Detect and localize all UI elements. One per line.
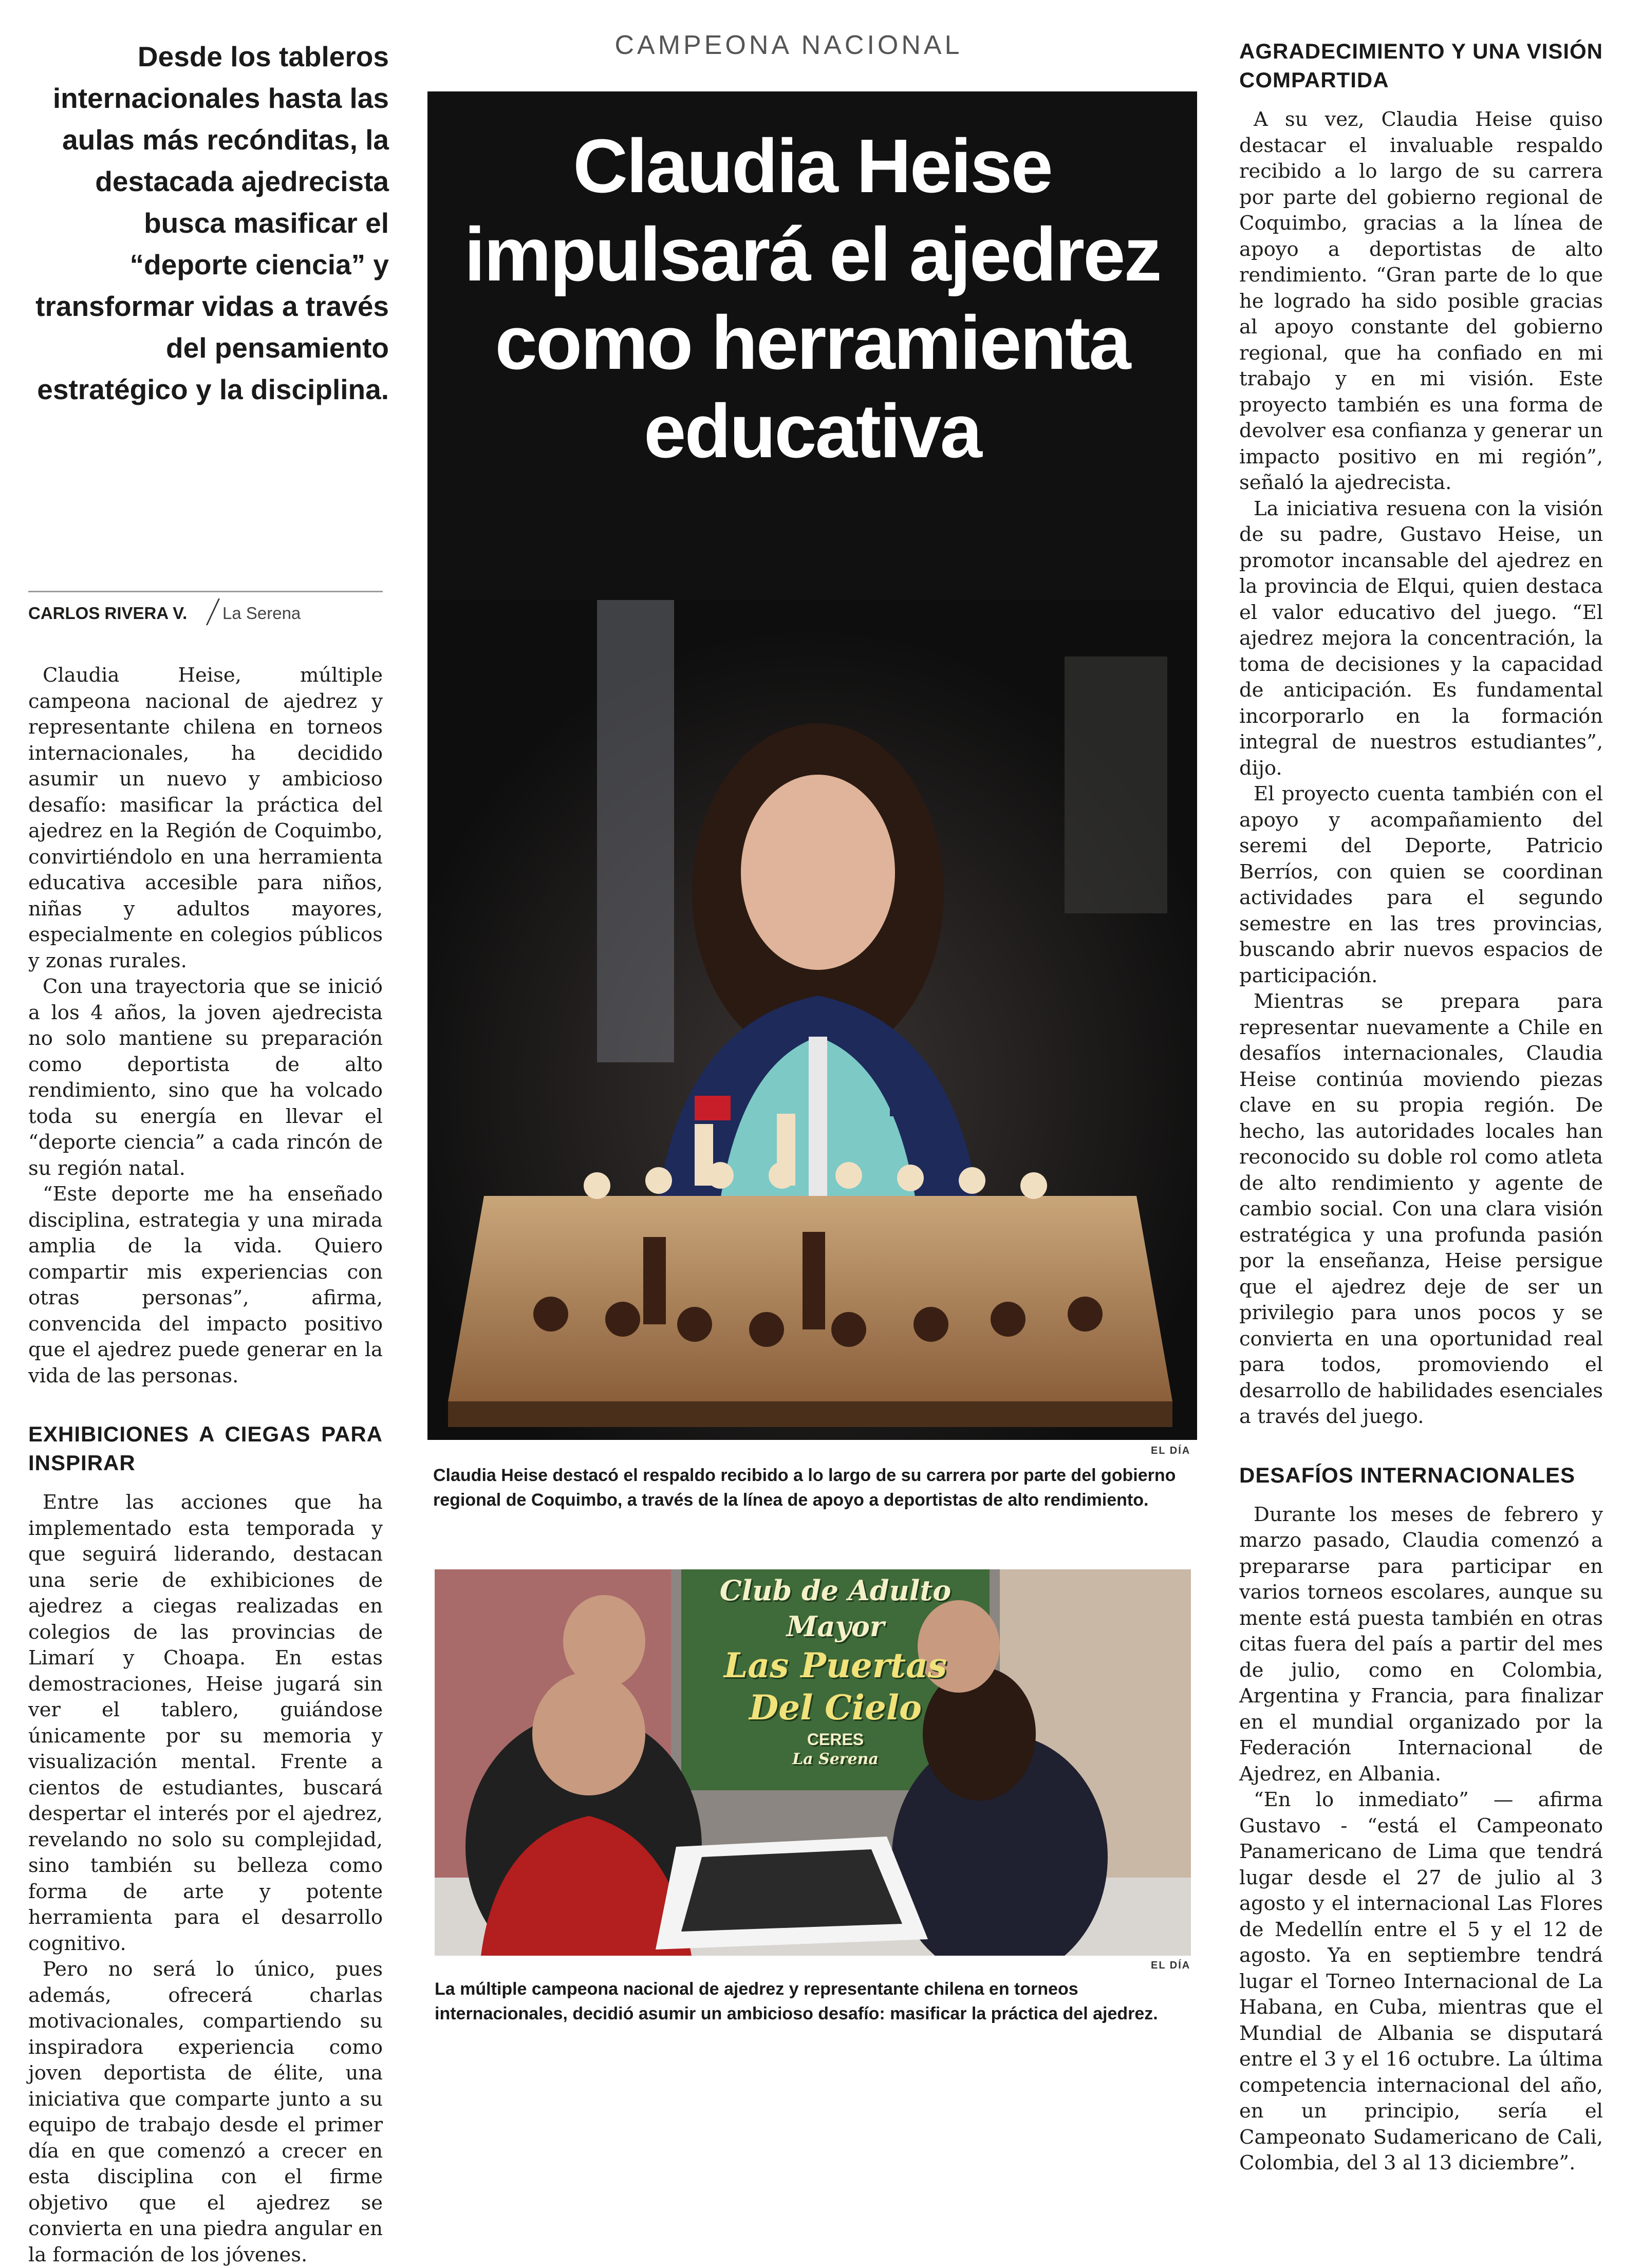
photo-caption: Claudia Heise destacó el respaldo recibido a lo largo de su carrera por parte del gobierno regional de Coquimbo, a través de la línea de apoyo a deportistas de alto rendimiento. bbox=[433, 1466, 1176, 1510]
club-banner bbox=[683, 1572, 987, 1769]
banner-line: Mayor bbox=[786, 1610, 885, 1643]
byline-location: La Serena bbox=[222, 604, 301, 623]
main-photo bbox=[427, 91, 1197, 1440]
section-label: CAMPEONA NACIONAL bbox=[614, 30, 963, 60]
subheading: EXHIBICIONES A CIEGAS PARA INSPIRAR bbox=[28, 1422, 383, 1475]
paragraph: La iniciativa resuena con la visión de su padre, Gustavo Heise, un promotor incansable del ajedrez en la provincia de Elqui, quien destaca el valor educativo del juego. “El ajedrez mejora la concentración, la toma de decisiones y la capacidad de anticipación. Es fundamental incorporarlo en la formación integral de nuestros estudiantes”, dijo. bbox=[1239, 497, 1603, 780]
banner-line: CERES bbox=[807, 1730, 864, 1749]
paragraph: A su vez, Claudia Heise quiso destacar el invaluable respaldo recibido a lo largo de su carrera por parte del gobierno regional de Coquimbo, gracias a la línea de apoyo a deportistas de alto rendimiento. “Gran parte de lo que he logrado ha sido posible gracias al apoyo constante del gobierno regional, que ha confiado en mi trabajo y en mi visión. Este proyecto también es una forma de devolver esa confianza y generar un impacto positivo en mi región”, señaló la ajedrecista. bbox=[1239, 108, 1603, 494]
paragraph: Con una trayectoria que se inició a los 4 años, la joven ajedrecista no solo mantiene su preparación como deportista de alto rendimiento, sino que ha volcado toda su energía en llevar el “deporte ciencia” a cada rincón de su región natal. bbox=[28, 975, 383, 1180]
byline bbox=[28, 591, 383, 629]
banner-line: La Serena bbox=[792, 1750, 879, 1768]
paragraph: “En lo inmediato” — afirma Gustavo - “está el Campeonato Panamericano de Lima que tendrá lugar desde el 27 de julio al 3 agosto y el internacional Las Flores de Medellín entre el 5 y el 12 de agosto. Ya en septiembre tendrá lugar el Torneo Internacional de La Habana, en Cuba, mientras que el Mundial de Albania se disputará entre el 3 y el 16 octubre. La última competencia internacional del año, en un principio, sería el Campeonato Sudamericano de Cali, Colombia, del 3 al 13 diciembre”. bbox=[1239, 1788, 1603, 2175]
banner-line: Del Cielo bbox=[749, 1688, 922, 1728]
paragraph: Entre las acciones que ha implementado esta temporada y que seguirá liderando, destacan una serie de exhibiciones de ajedrez a ciegas realizadas en colegios de las provincias de Limarí y Choapa. En estas demostraciones, Heise jugará sin ver el tablero, guiándose únicamente por su memoria y visualización mental. Frente a cientos de estudiantes, buscará despertar el interés por el ajedrez, revelando no solo su complejidad, sino también su belleza como forma de arte y potente herramienta para el desarrollo cognitivo. bbox=[28, 1491, 383, 1955]
photo-credit: EL DÍA bbox=[1151, 1445, 1191, 1456]
secondary-photo bbox=[435, 1569, 1191, 1956]
article-column-3 bbox=[1239, 37, 1603, 2177]
article-deck: Desde los tableros internacionales hasta las aulas más recónditas, la destacada ajedrecista busca masificar el “deporte ciencia” y transformar vidas a través del pensamiento estratégico y la disciplina. bbox=[35, 41, 389, 405]
subheading: DESAFÍOS INTERNACIONALES bbox=[1239, 1463, 1576, 1487]
photo-caption: La múltiple campeona nacional de ajedrez y representante chilena en torneos internacionales, decidió asumir un ambicioso desafío: masificar la práctica del ajedrez. bbox=[435, 1979, 1158, 2023]
photo-credit: EL DÍA bbox=[1151, 1960, 1191, 1971]
byline-divider bbox=[206, 598, 220, 625]
byline-author: CARLOS RIVERA V. bbox=[28, 604, 188, 623]
banner-line: Club de Adulto bbox=[719, 1574, 952, 1607]
paragraph: El proyecto cuenta también con el apoyo y acompañamiento del seremi del Deporte, Patricio Berríos, con quien se coordinan actividades para el segundo semestre en las tres provincias, buscando abrir nuevos espacios de participación. bbox=[1239, 782, 1603, 987]
subheading: AGRADECIMIENTO Y UNA VISIÓN COMPARTIDA bbox=[1239, 39, 1603, 92]
paragraph: Durante los meses de febrero y marzo pasado, Claudia comenzó a prepararse para participar en varios torneos escolares, aunque su mente está puesta también en otras citas fuera del país a partir del mes de julio, como en Colombia, Argentina y Francia, para finalizar en el mundial organizado por la Federación Internacional de Ajedrez, en Albania. bbox=[1239, 1503, 1603, 1786]
paragraph: “Este deporte me ha enseñado disciplina, estrategia y una mirada amplia de la vida. Quiero compartir mis experiencias con otras personas”, afirma, convencida del impacto positivo que el ajedrez puede generar en la vida de las personas. bbox=[28, 1183, 383, 1388]
paragraph: Pero no será lo único, pues además, ofrecerá charlas motivacionales, compartiendo su inspiradora experiencia como joven deportista de élite, una iniciativa que comparte junto a su equipo de trabajo desde el primer día en que comenzó a crecer en esta disciplina con el firme objetivo que el ajedrez se convierta en una piedra angular en la formación de los jóvenes. bbox=[28, 1958, 383, 2266]
paragraph: Mientras se prepara para representar nuevamente a Chile en desafíos internacionales, Claudia Heise continúa moviendo piezas clave en su propia región. De hecho, las autoridades locales han reconocido su doble rol como atleta de alto rendimiento y agente de cambio social. Con una clara visión estratégica y una profunda pasión por la enseñanza, Heise persigue que el ajedrez deje de ser un privilegio para unos pocos y se convierta en una oportunidad real para todos, promoviendo el desarrollo de habilidades esenciales a través del juego. bbox=[1239, 990, 1603, 1428]
banner-line: Las Puertas bbox=[723, 1645, 947, 1685]
article-column-1 bbox=[28, 663, 383, 2268]
paragraph: Claudia Heise, múltiple campeona nacional de ajedrez y representante chilena en torneos internacionales, ha decidido asumir un nuevo y ambicioso desafío: masificar la práctica del ajedrez en la Región de Coquimbo, convirtiéndolo en una herramienta educativa accesible para niños, niñas y adultos mayores, especialmente en colegios públicos y zonas rurales. bbox=[28, 664, 383, 972]
headline: Claudia Heise impulsará el ajedrez como herramienta educativa bbox=[464, 124, 1161, 474]
